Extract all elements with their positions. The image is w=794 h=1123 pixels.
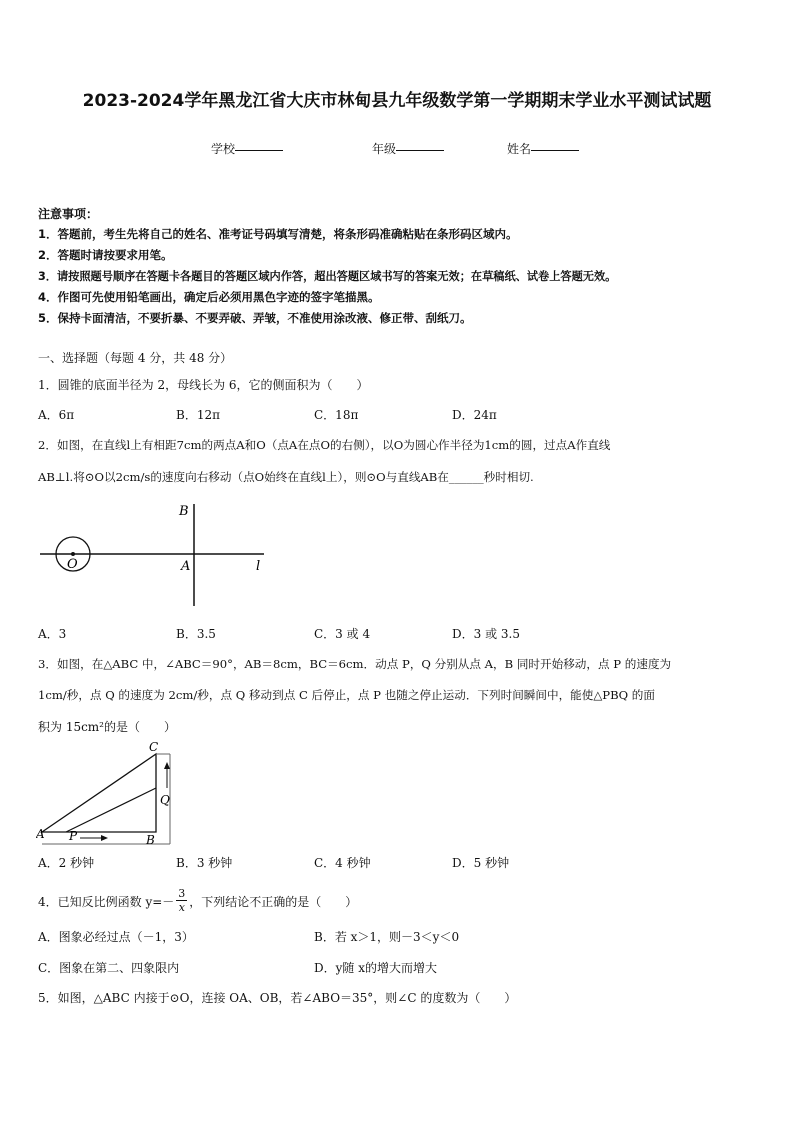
name-field: 姓名 — [507, 140, 531, 157]
q3-stem-line2: 1cm/秒，点 Q 的速度为 2cm/秒，点 Q 移动到点 C 后停止，点 P 也随之停止运动．下列时间瞬间中，能使△PBQ 的面 — [38, 688, 655, 702]
q2-option-b[interactable]: B．3.5 — [176, 627, 216, 641]
notes-heading: 注意事项： — [38, 207, 99, 221]
grade-field: 年级 — [372, 140, 396, 157]
label-b: B — [179, 504, 189, 519]
note-item: 4．作图可先使用铅笔画出，确定后必须用黑色字迹的签字笔描黑。 — [38, 290, 380, 304]
q4-fraction — [176, 887, 187, 914]
q3-option-a[interactable]: A．2 秒钟 — [38, 856, 95, 870]
q2-option-d[interactable]: D．3 或 3.5 — [452, 627, 520, 641]
q4-stem — [38, 889, 357, 916]
arrow-q-head — [164, 762, 170, 769]
q1-stem: 1．圆锥的底面半径为 2，母线长为 6，它的侧面积为（ ） — [38, 378, 369, 392]
label-b: B — [146, 833, 155, 847]
exam-title: 2023-2024学年黑龙江省大庆市林甸县九年级数学第一学期期末学业水平测试试题 — [82, 91, 712, 111]
school-field: 学校 — [211, 140, 235, 157]
q3-stem-line1: 3．如图，在△ABC 中，∠ABC＝90°，AB＝8cm，BC＝6cm．动点 P，Q 分别从点 A，B 同时开始移动，点 P 的速度为 — [38, 657, 672, 671]
q2-option-c[interactable]: C．3 或 4 — [314, 627, 371, 641]
q4-stem-pre: 4．已知反比例函数 y=－ — [38, 895, 175, 909]
q4-option-d[interactable]: D．y随 x的增大而增大 — [314, 961, 437, 975]
note-item: 1．答题前，考生先将自己的姓名、准考证号码填写清楚，将条形码准确粘贴在条形码区域内。 — [38, 227, 518, 241]
q3-option-b[interactable]: B．3 秒钟 — [176, 856, 233, 870]
label-p: P — [69, 829, 78, 843]
q1-option-b[interactable]: B．12π — [176, 408, 220, 422]
label-a: A — [36, 827, 45, 841]
q4-option-c[interactable]: C．图象在第二、四象限内 — [38, 961, 180, 975]
school-blank[interactable] — [235, 140, 283, 151]
q3-option-c[interactable]: C．4 秒钟 — [314, 856, 371, 870]
q1-option-c[interactable]: C．18π — [314, 408, 359, 422]
q1-option-d[interactable]: D．24π — [452, 408, 497, 422]
q2-stem-line2: AB⊥l.将⊙O以2cm/s的速度向右移动（点O始终在直线l上），则⊙O与直线AB在______秒时相切. — [38, 470, 534, 484]
q2-stem-line1: 2．如图，在直线l上有相距7cm的两点A和O（点A在点O的右侧），以O为圆心作半径为1cm的圆，过点A作直线 — [38, 438, 611, 452]
note-item: 3．请按照题号顺序在答题卡各题目的答题区域内作答，超出答题区域书写的答案无效；在草稿纸、试卷上答题无效。 — [38, 270, 617, 283]
q3-figure — [36, 738, 186, 848]
q5-stem: 5．如图，△ABC 内接于⊙O，连接 OA、OB，若∠ABO＝35°，则∠C 的度数为（ ） — [38, 991, 517, 1005]
q4-numerator: 3 — [178, 887, 186, 900]
q3-stem-line3: 积为 15cm²的是（ ） — [38, 720, 176, 734]
segment-pq — [66, 788, 156, 832]
grade-blank[interactable] — [396, 140, 444, 151]
q4-stem-post: ，下列结论不正确的是（ ） — [189, 895, 358, 909]
q4-option-a[interactable]: A．图象必经过点（－1，3） — [38, 930, 194, 944]
section-heading: 一、选择题（每题 4 分，共 48 分） — [38, 351, 233, 365]
arrow-p-head — [101, 835, 108, 841]
note-item: 5．保持卡面清洁，不要折暴、不要弄破、弄皱，不准使用涂改液、修正带、刮纸刀。 — [38, 311, 472, 325]
name-blank[interactable] — [531, 140, 579, 151]
q2-figure — [36, 500, 276, 610]
label-o: O — [67, 557, 78, 572]
label-a: A — [181, 559, 191, 574]
q2-option-a[interactable]: A．3 — [38, 627, 67, 641]
triangle-abc — [42, 754, 156, 832]
label-l: l — [256, 559, 261, 574]
q4-option-b[interactable]: B．若 x＞1，则－3＜y＜0 — [314, 930, 460, 944]
label-c: C — [149, 740, 159, 754]
center-o-dot — [71, 552, 75, 556]
label-q: Q — [160, 793, 170, 807]
q4-denominator: x — [178, 901, 185, 914]
q3-option-d[interactable]: D．5 秒钟 — [452, 856, 510, 870]
q1-option-a[interactable]: A．6π — [38, 408, 75, 422]
note-item: 2．答题时请按要求用笔。 — [38, 248, 173, 262]
